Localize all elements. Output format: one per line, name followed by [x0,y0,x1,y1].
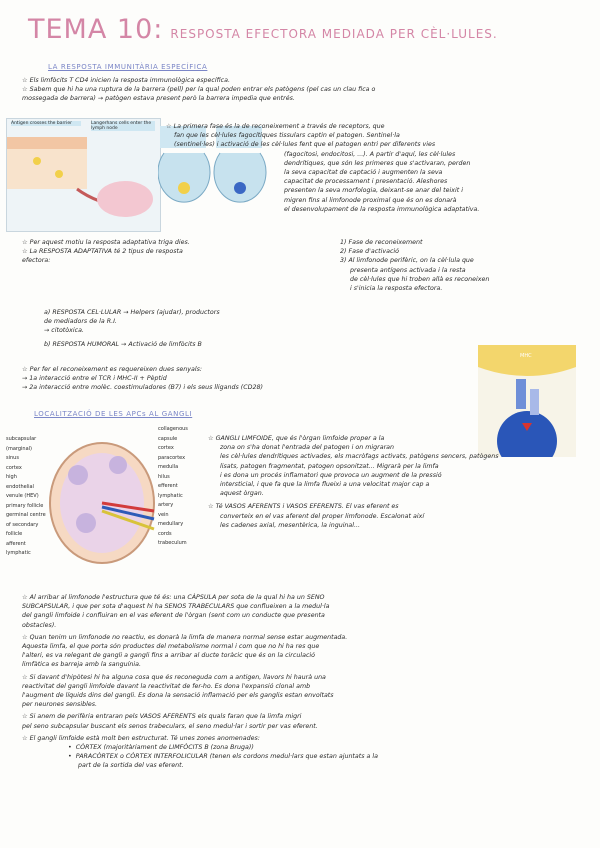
response-types [44,308,220,349]
text-line: migren fins al limfonode proximal que és on es donarà [284,196,457,204]
label: medullary cords [158,521,184,537]
text-line: presenten la seva morfologia, deixant-se anar del teixit i [284,187,463,195]
fig-label: MHC [520,353,532,359]
label: collagenous capsule [158,426,188,442]
section-heading: LA RESPOSTA IMMUNITÀRIA ESPECÍFICA [48,63,208,71]
text-line: l'augment de líquids dins del gangli. Es dona la sensació inflamació per els ganglis estan envoltats [22,692,334,700]
text-line: ☆ Quan tenim un limfonode no reactiu, es donarà la limfa de manera normal sense estar augmentada. [22,633,348,641]
text-line: obstacles). [22,621,57,629]
text-line: → citotòxica. [44,327,84,335]
label: efferent lymphatic [158,483,183,499]
text-line: capacitat de processament i presentació. Aleshores [284,178,448,186]
text-line: (sentinel·les) i activació de les cèl·lules fent que el patogen entri per diferents vies [174,141,436,149]
text-line: limfàtica es barreja amb la sanguínia. [22,661,141,669]
text-line: intersticial, i que fa que la limfa flueixi a una velocitat major cap a [220,481,430,489]
langerhans-cell [33,157,41,165]
text-line: ☆ El gangli limfoide està molt ben estructurat. Té unes zones anomenades: [22,734,260,742]
gangli-block [208,434,499,530]
apc-membrane [478,345,576,376]
fig-label: Antigen crosses the barrier [11,121,81,126]
label: paracortex [158,454,186,461]
text-line: ☆ Té VASOS AFERENTS i VASOS EFERENTS. El vas eferent es [208,503,399,511]
follicle [109,456,127,474]
text-line: ☆ Els limfòcits T CD4 inicien la resposta immunològica específica. [22,77,230,84]
mhc-molecule [516,379,526,409]
label: hilus [158,473,170,480]
text-line: el desenvolupament de la resposta immunològica adaptativa. [284,205,480,213]
text-line: aquest òrgan. [220,490,264,498]
label: trabeculum [158,540,187,546]
text-line: ☆ La primera fase és la de reconeixement a través de receptors, que [166,123,385,130]
text-line: converteix en el vas aferent del proper limfonode. Escalonat així [220,512,425,520]
text-line: ☆ La RESPOSTA ADAPTATIVA té 2 tipus de resposta [22,248,183,256]
text-line: b) RESPOSTA HUMORAL → Activació de limfòcits B [44,340,202,348]
text-line: 2) Fase d'activació [340,248,400,256]
label: subcapsular (marginal) sinus [6,436,37,461]
text-line: (fagocitosi, endocitosi, ...). A partir d'aquí, les cèl·lules [284,150,456,158]
text-line: del gangli limfoide i confluiran en el vas eferent de l'òrgan (sent com un conducte que presenta [22,612,325,620]
label: high endothelial venule (HEV) [6,474,39,499]
lymph-node [97,181,153,217]
text-line: fan que les cèl·lules fagocítiques tissulars captin el patogen. Sentinel·la [174,132,400,140]
text-line: de mediadors de la R.I. [44,318,117,326]
cd4-molecule [530,389,539,415]
text-line: mossegada de barrera) → patògen estava present però la barrera impedia que entrés. [22,95,295,103]
signals-block [22,365,263,393]
text-line: part de la sortida del vas eferent. [78,762,184,770]
langerhans-cell [55,170,63,178]
labels-left [6,435,46,559]
lymph-node-diagram [6,425,196,580]
page-title: TEMA 10: RESPOSTA EFECTORA MEDIADA PER CÈL·LULES. [28,14,498,45]
text-line: efectora: [22,257,51,265]
skin-layer [7,137,87,149]
text-line: → 1a interacció entre el TCR i MHC-II + Pèptid [22,375,167,383]
text-line: ☆ Per aquest motiu la resposta adaptativa triga dies. [22,239,190,246]
t-cell [497,411,557,457]
label: vein [158,511,169,518]
text-line: a) RESPOSTA CEL·LULAR → Helpers (ajudar), productors [44,309,220,316]
label: afferent lymphatic [6,540,31,556]
antigen-diagram [7,119,160,231]
text-line: reactivitat del gangli limfoide davant la reactivitat de fer-ho. Es dona l'expansió clonal amb [22,682,311,690]
text-line: i es dona un procés inflamatori que provoca un augment de la pressió [220,471,442,479]
text-line: ☆ Sabem que hi ha una ruptura de la barrera (pell) per la qual poden entrar els patògens (pel cas un clau fica o [22,86,376,94]
text-line: ☆ Per fer el reconeixement es requereixen dues senyals: [22,366,202,373]
phases-list [340,238,489,293]
bottom-block [22,593,378,771]
text-line: la seva capacitat de captació i augmenten la seva [284,169,443,177]
text-line: per neurones sensibles. [22,701,97,709]
bullet-item: • CÒRTEX (majoritàriament de LIMFÒCITS B (zona Bruga)) [68,744,254,752]
label: primary follicle [6,502,44,509]
text-line: Aquesta limfa, el que porta són productes del metabolisme normal i com que no hi ha res que [22,643,320,651]
antigen-illustration [6,118,161,232]
label: medulla [158,464,179,470]
text-line: 1) Fase de reconeixement [340,239,423,246]
text-line: ☆ GANGLI LIMFOIDE, que és l'òrgan limfoide proper a la [208,435,385,442]
text-line: SUBCAPSULAR, i que per sota d'aquest hi ha SENOS TRABECULARS que conflueixen a la medul·la [22,603,330,611]
fig-label: Langerhans cells enter the lymph node [91,121,155,131]
text-line: dendrítiques, que són les primeres que s'activaran, perden [284,159,471,167]
text-line: de cèl·lules que hi troben allà es reconeixen [350,275,490,283]
follicle [76,513,96,533]
bullet-item: • PARACÒRTEX o CÒRTEX INTERFOLICULAR (tenen els cordons medul·lars que estan ajuntats a la [68,753,378,761]
intro-block [22,76,375,104]
phase-paragraph [166,122,479,214]
text-line: les cadenes axial, mesentèrica, la inguinal... [220,521,361,529]
text-line: 3) Al limfonode perifèric, on la cèl·lula que [340,257,474,265]
follicle [68,465,88,485]
text-line: ☆ Al arribar al limfonode l'estructura que té és: una CÀPSULA per sota de la qual hi ha un SENO [22,594,325,601]
section-heading: LOCALITZACIÓ DE LES APCs AL GANGLI [34,410,193,418]
label: germinal centre of secondary follicle [6,512,46,537]
adaptive-block [22,238,190,266]
labels-right [158,425,198,549]
text-line: → 2a interacció entre molèc. coestimuladores (B7) i els seus lligands (CD28) [22,384,263,392]
dermis-layer [7,149,87,189]
text-line: lisats, patogen fragmentat, patogen opsonitzat... Migrarà per la limfa [220,462,439,470]
label: cortex [158,445,174,451]
text-line: l'alteri, es va relegant de gangli a gangli fins a arribar al ducte toràcic que és on la circulació [22,652,316,660]
text-line: ☆ Si davant d'hipòtesi hi ha alguna cosa que és reconeguda com a antigen, llavors hi haurà una [22,673,326,681]
text-line: ☆ Si anem de perifèria entraran pels VASOS AFERENTS els quals faran que la limfa migri [22,713,302,721]
text-line: les cèl·lules dendrítiques activades, els macròfags activats, patògens sencers, patògens [220,453,499,461]
text-line: i s'inicia la resposta efectora. [350,285,443,293]
label: cortex [6,464,22,471]
text-line: zona on s'ha donat l'entrada del patogen i on migraran [220,444,395,452]
text-line: presenta antígens activada i la resta [350,266,466,274]
label: artery [158,502,174,508]
text-line: pel seno subcapsular buscant els senos trabeculars, el seno medul·lar i sortir per vas eferent. [22,722,318,730]
